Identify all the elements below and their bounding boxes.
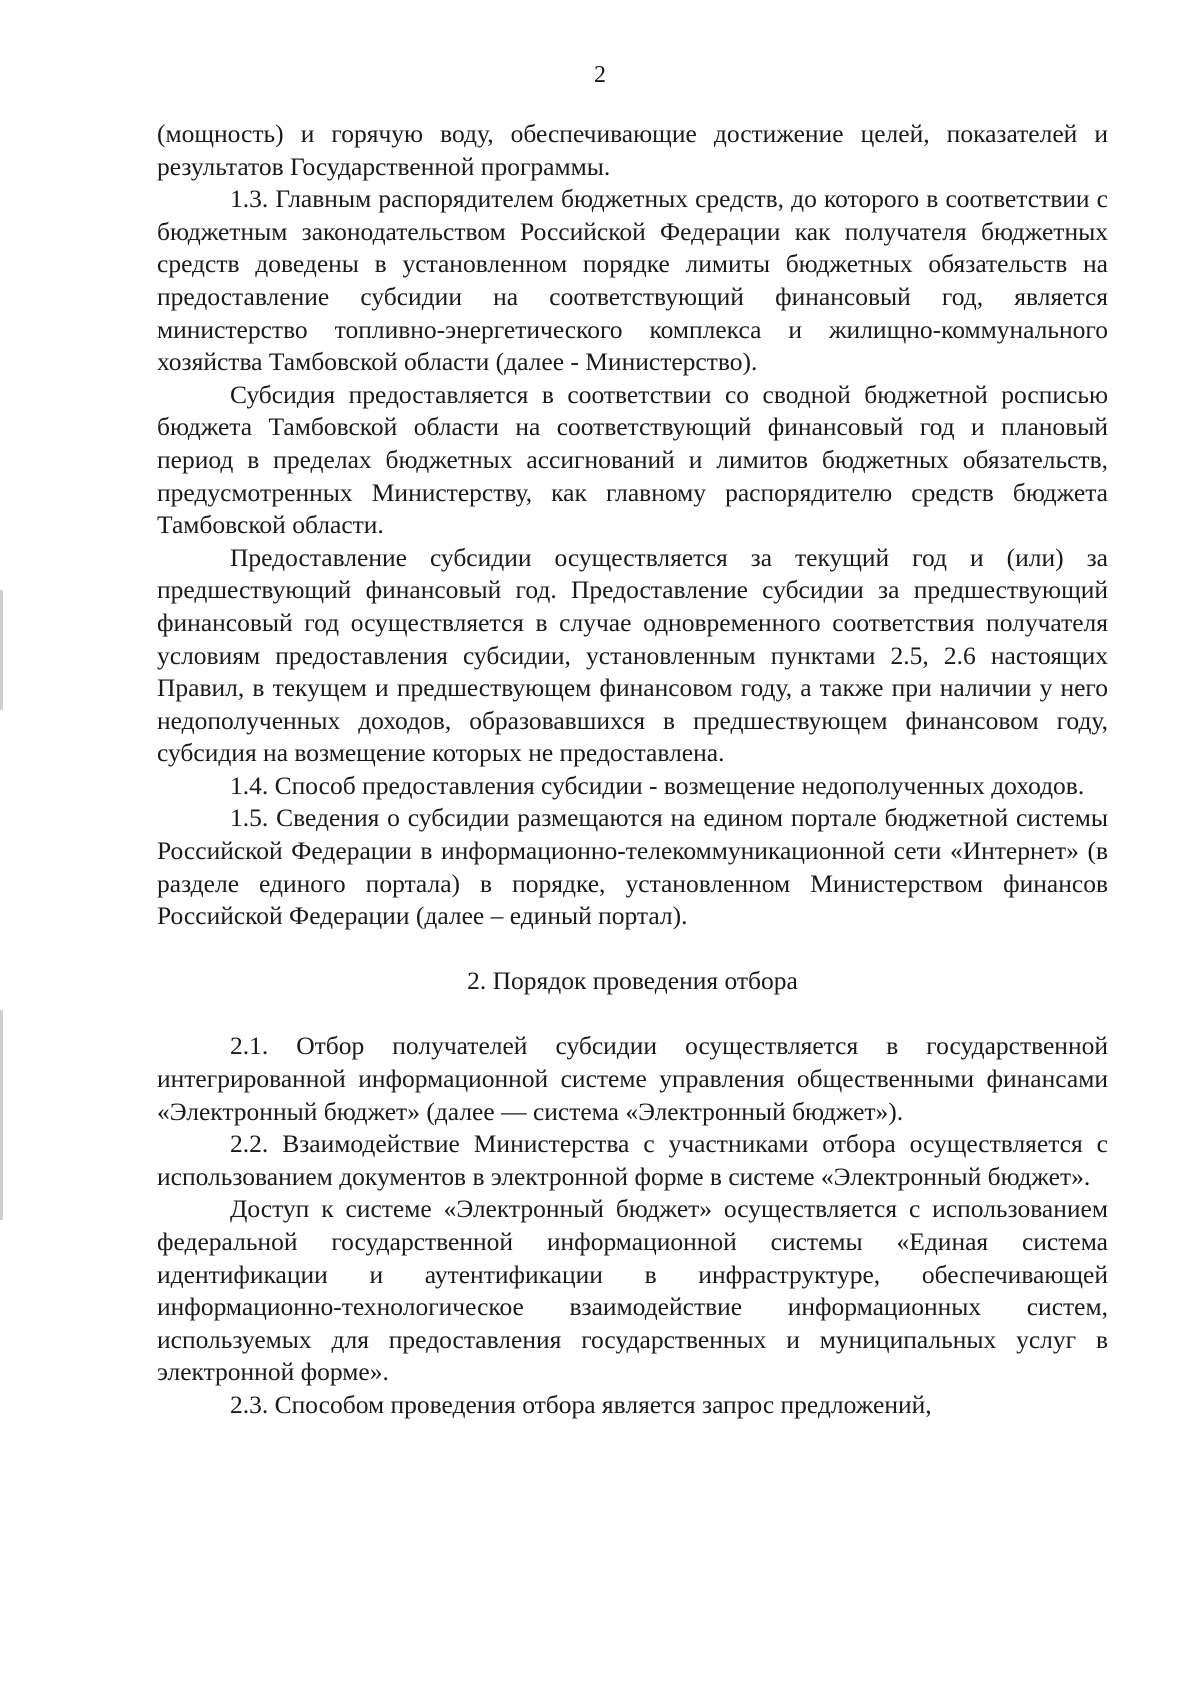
paragraph-subsidy-budget: Субсидия предоставляется в соответствии со сводной бюджетной росписью бюджета Тамбовской области на соответствующий финансовый год и плановый период в пределах бюджетных ассигнований и лимитов бюджетных обязательств, предусмотренных Министерству, как главному распорядителю средств бюджета Тамбовской области.: [157, 379, 1108, 540]
paragraph-subsidy-period: Предоставление субсидии осуществляется за текущий год и (или) за предшествующий финансовый год. Предоставление субсидии за предшествующий финансовый год осуществляется в случае одновременного соответствия получателя условиям предоставления субсидии, установленным пунктами 2.5, 2.6 настоящих Правил, в текущем и предшествующем финансовом году, а также при наличии у него недополученных доходов, образовавшихся в предшествующем финансовом году, субсидия на возмещение которых не предоставлена.: [157, 542, 1108, 768]
scan-edge-mark: [0, 1010, 3, 1220]
paragraph-2-2: 2.2. Взаимодействие Министерства с участниками отбора осуществляется с использованием документов в электронной форме в системе «Электронный бюджет».: [157, 1129, 1108, 1191]
paragraph-1-5: 1.5. Сведения о субсидии размещаются на едином портале бюджетной системы Российской Федерации в информационно-телекоммуникационной сети «Интернет» (в разделе единого портала) в порядке, установленном Министерством финансов Российской Федерации (далее – единый портал).: [157, 803, 1108, 931]
section-2-heading: 2. Порядок проведения отбора: [467, 965, 798, 995]
scan-edge-mark: [0, 590, 3, 710]
paragraph-1-4: 1.4. Способ предоставления субсидии - возмещение недополученных доходов.: [230, 770, 1085, 800]
document-body: [157, 118, 1108, 1422]
paragraph-continuation: (мощность) и горячую воду, обеспечивающие достижение целей, показателей и результатов Государственной программы.: [157, 119, 1108, 181]
paragraph-2-3: 2.3. Способом проведения отбора является запрос предложений,: [230, 1389, 932, 1419]
page-number: 2: [594, 62, 606, 88]
paragraph-1-3: 1.3. Главным распорядителем бюджетных средств, до которого в соответствии с бюджетным законодательством Российской Федерации как получателя бюджетных средств доведены в установленном порядке лимиты бюджетных обязательств на предоставление субсидии на соответствующий финансовый год, является министерство топливно-энергетического комплекса и жилищно-коммунального хозяйства Тамбовской области (далее - Министерство).: [157, 184, 1108, 377]
paragraph-2-1: 2.1. Отбор получателей субсидии осуществляется в государственной интегрированной информационной системе управления общественными финансами «Электронный бюджет» (далее — система «Электронный бюджет»).: [157, 1031, 1108, 1126]
paragraph-access: Доступ к системе «Электронный бюджет» осуществляется с использованием федеральной государственной информационной системы «Единая система идентификации и аутентификации в инфраструктуре, обеспечивающей информационно-технологическое взаимодействие информационных систем, используемых для предоставления государственных и муниципальных услуг в электронной форме».: [157, 1194, 1108, 1387]
